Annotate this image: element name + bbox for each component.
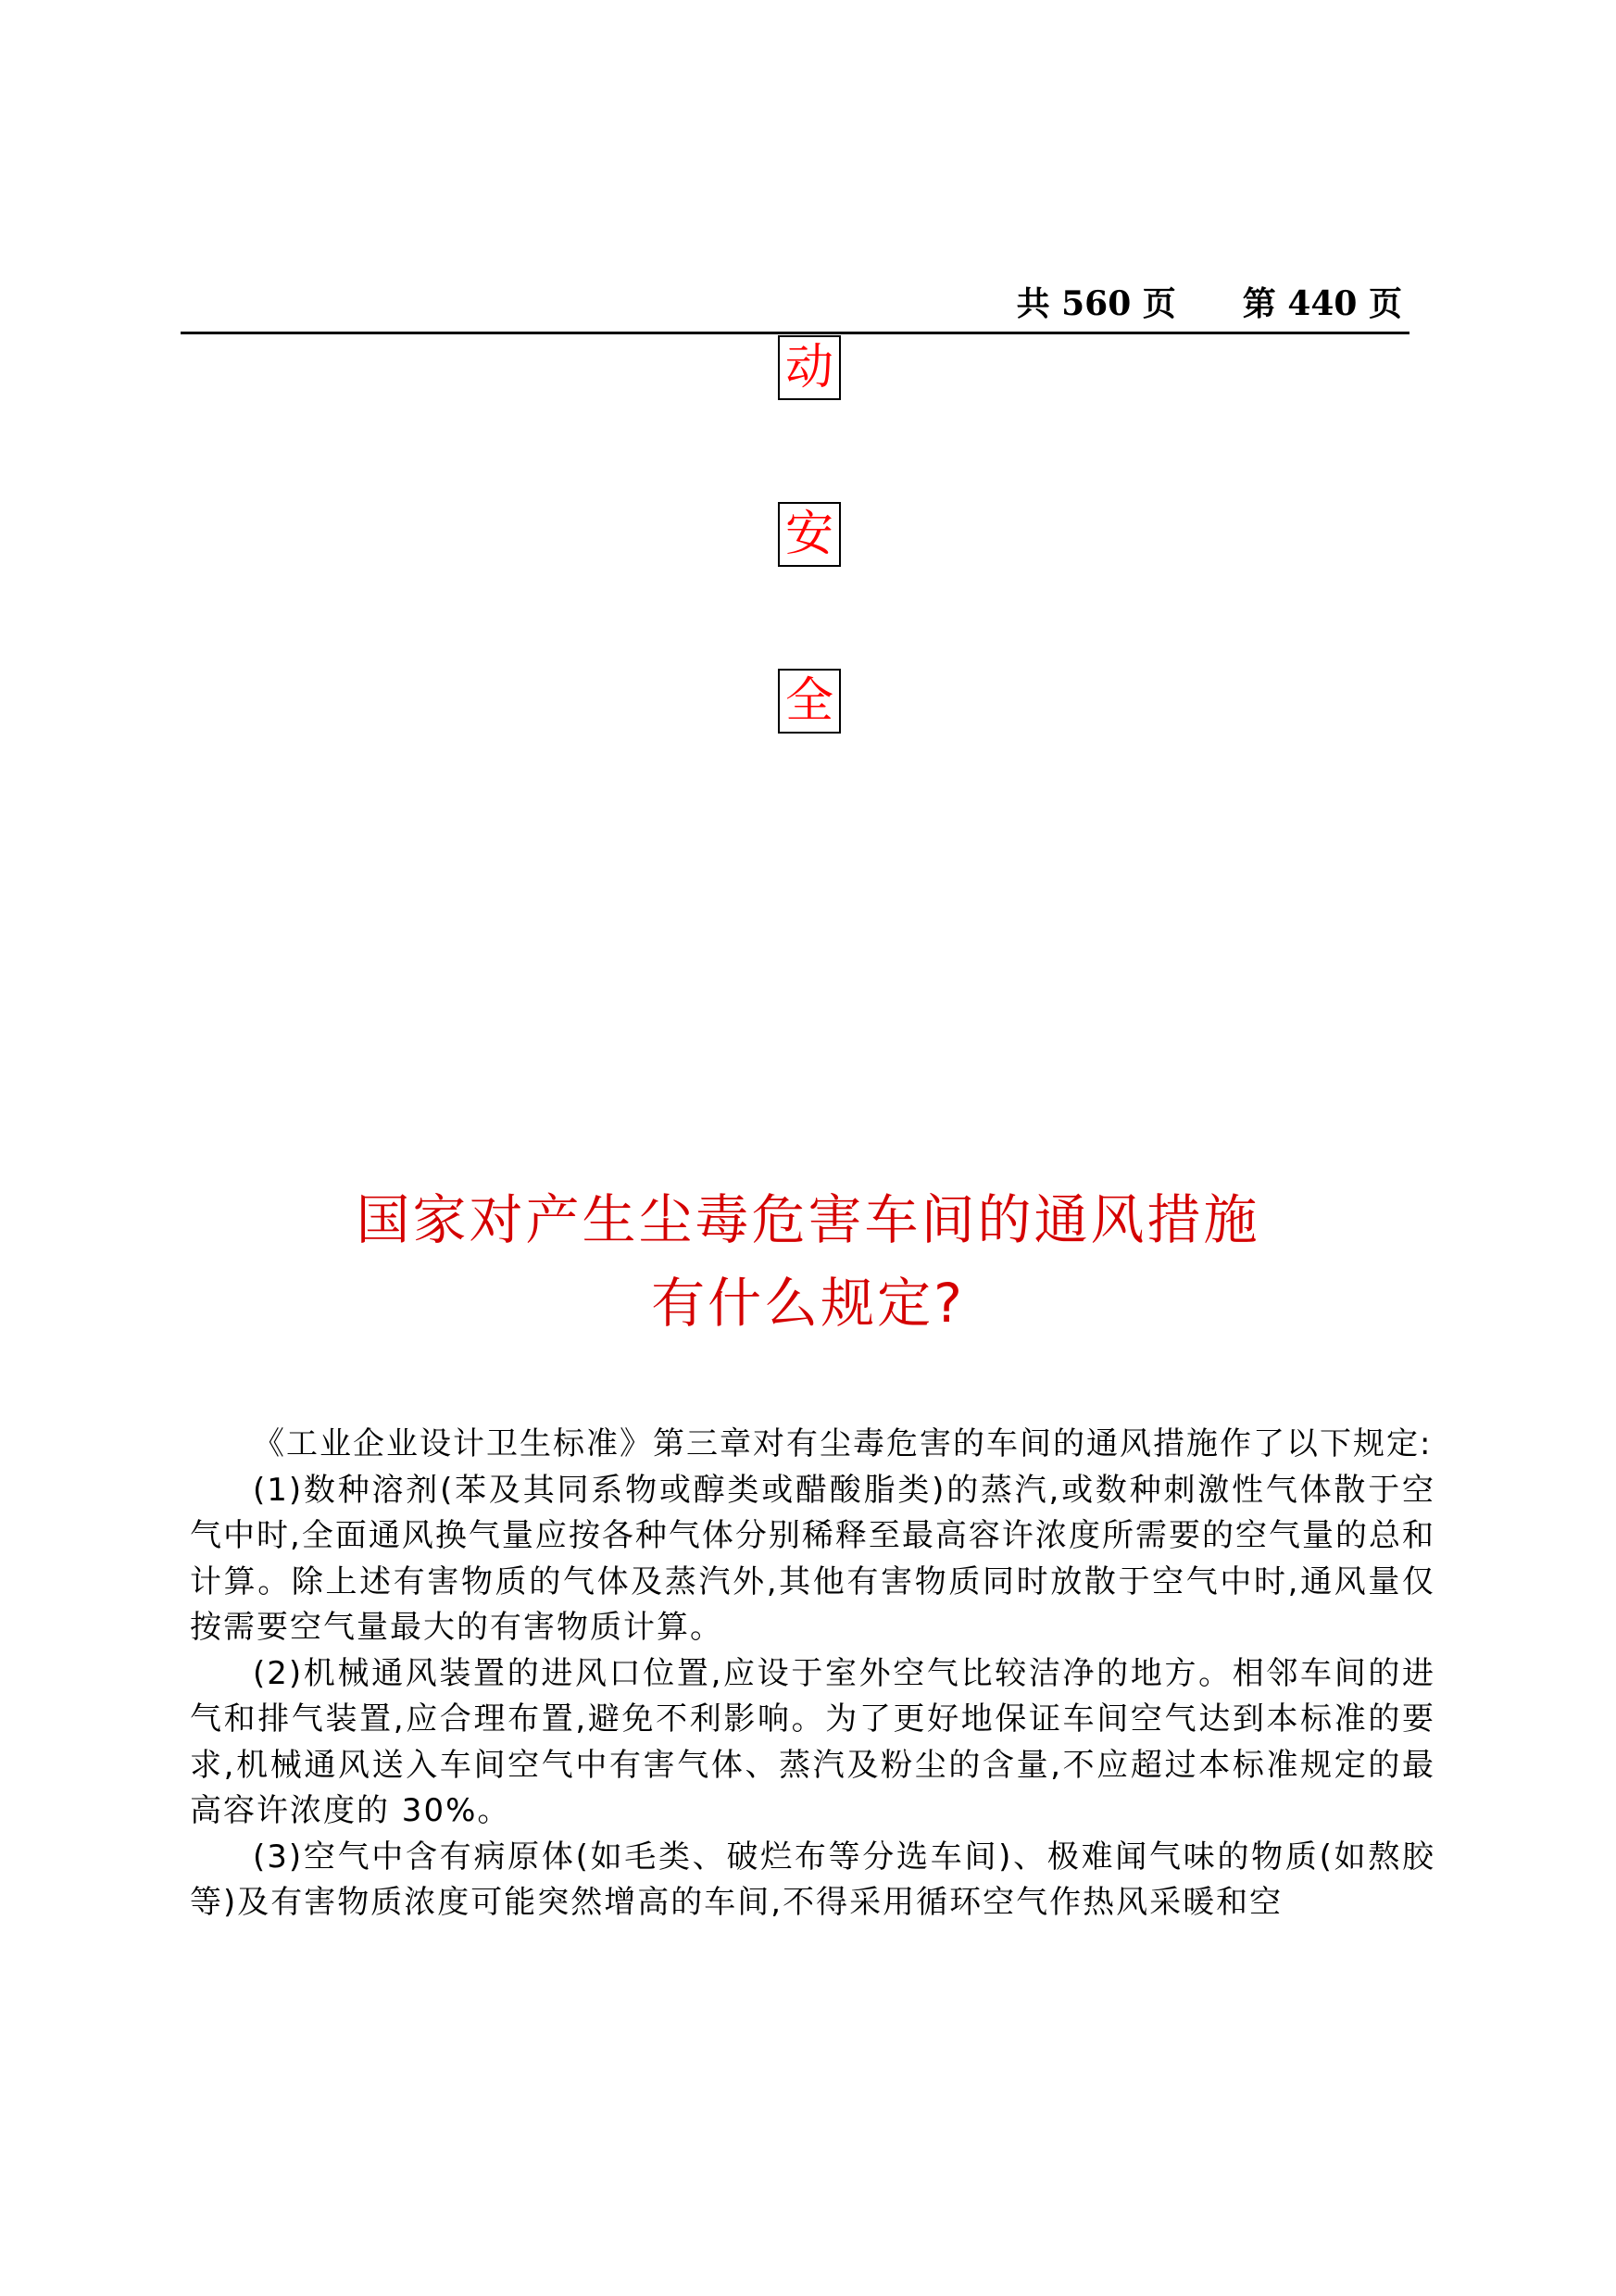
boxed-char-1: 动 [778,335,841,400]
boxed-char-2: 安 [778,502,841,567]
page-counter [1017,283,1402,324]
boxed-char-3: 全 [778,669,841,734]
paragraph-2: (2)机械通风装置的进风口位置,应设于室外空气比较洁净的地方。相邻车间的进气和排气装置,应合理布置,避免不利影响。为了更好地保证车间空气达到本标准的要求,机械通风送入车间空气中有害气体、蒸汽及粉尘的含量,不应超过本标准规定的最高容许浓度的 30%。 [190,1654,1435,1829]
total-pages: 共 560 页 [1016,284,1176,323]
article-body [190,1422,1435,1926]
page-header [181,278,1409,334]
article-title [0,1178,1616,1345]
title-line-2: 有什么规定? [651,1272,965,1335]
paragraph-intro: 《工业企业设计卫生标准》第三章对有尘毒危害的车间的通风措施作了以下规定: [253,1425,1433,1462]
title-line-1: 国家对产生尘毒危害车间的通风措施 [356,1188,1260,1251]
paragraph-3: (3)空气中含有病原体(如毛类、破烂布等分选车间)、极难闻气味的物质(如熬胶等)及有害物质浓度可能突然增高的车间,不得采用循环空气作热风采暖和空 [190,1838,1435,1921]
paragraph-1: (1)数种溶剂(苯及其同系物或醇类或醋酸脂类)的蒸汽,或数种刺激性气体散于空气中时,全面通风换气量应按各种气体分别稀释至最高容许浓度所需要的空气量的总和计算。除上述有害物质的气体及蒸汽外,其他有害物质同时放散于空气中时,通风量仅按需要空气量最大的有害物质计算。 [190,1471,1435,1646]
current-page: 第 440 页 [1242,284,1402,323]
